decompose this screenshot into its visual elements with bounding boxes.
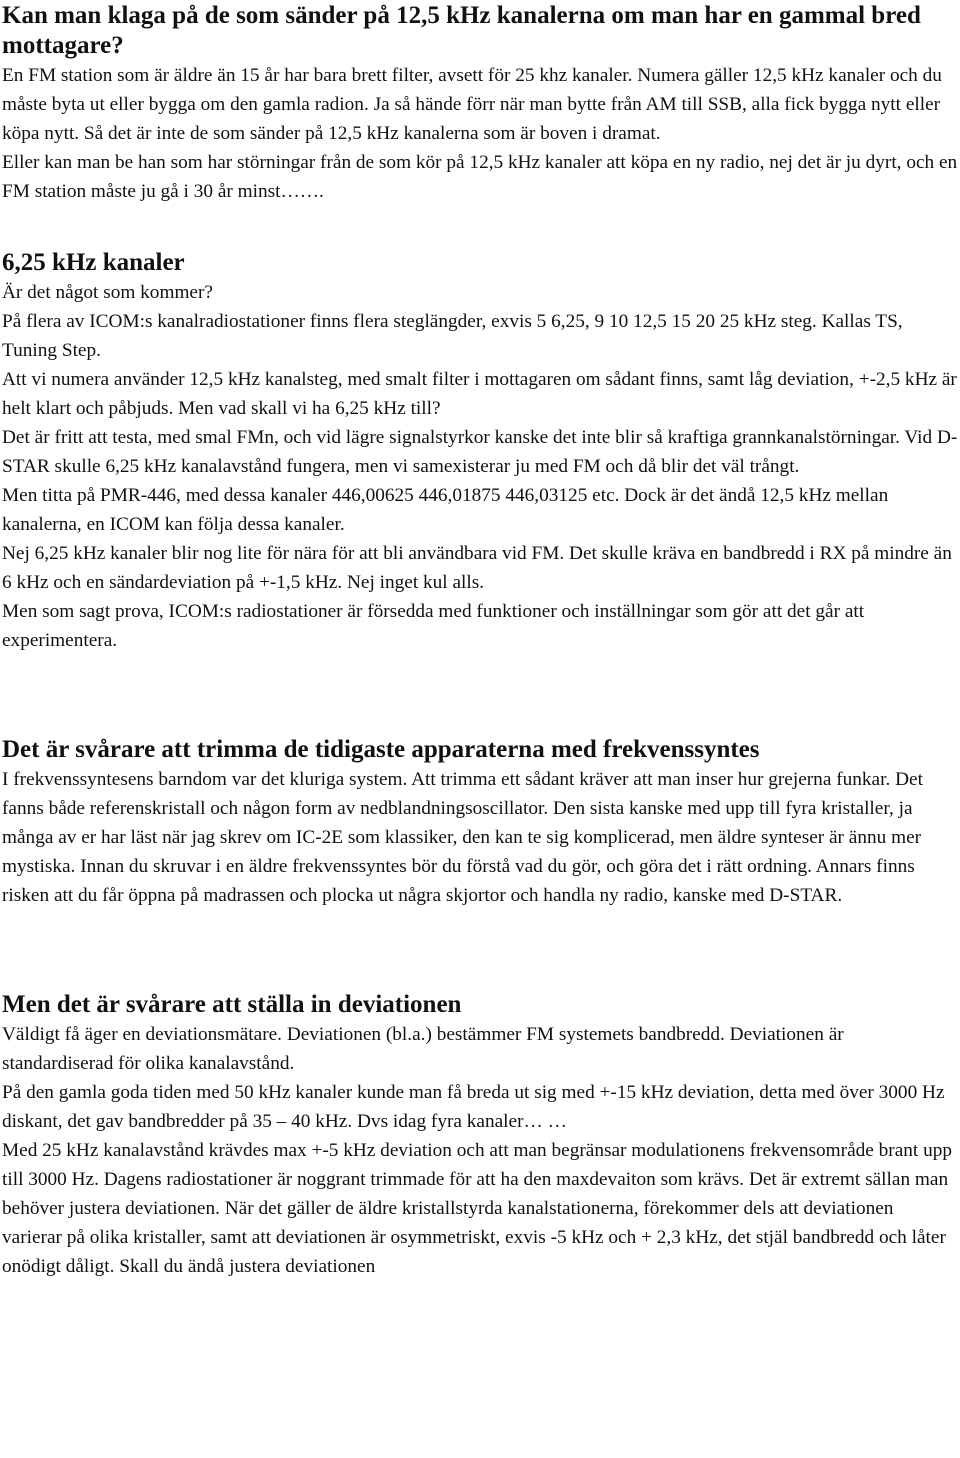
heading-old-receiver: Kan man klaga på de som sänder på 12,5 kHz kanalerna om man har en gammal bred mottagare? <box>2 2 921 59</box>
heading-625-channels: 6,25 kHz kanaler <box>2 249 185 276</box>
paragraph: Väldigt få äger en deviationsmätare. Deviationen (bl.a.) bestämmer FM systemets bandbredd. Deviationen är standardiserad för olika kanalavstånd. <box>2 1024 844 1074</box>
section-synthesizer-trim <box>2 735 958 910</box>
paragraph: Men som sagt prova, ICOM:s radiostationer är försedda med funktioner och inställningar som gör att det går att experimentera. <box>2 601 865 651</box>
paragraph: Nej 6,25 kHz kanaler blir nog lite för nära för att bli användbara vid FM. Det skulle kräva en bandbredd i RX på mindre än 6 kHz och en sändardeviation på +-1,5 kHz. Nej inget kul alls. <box>2 543 952 593</box>
paragraph: Det är fritt att testa, med smal FMn, och vid lägre signalstyrkor kanske det inte blir så kraftiga grannkanalstörningar. Vid D-STAR skulle 6,25 kHz kanalavstånd fungera, men vi samexisterar ju med FM och då blir det väl trångt. <box>2 427 958 477</box>
paragraph: Eller kan man be han som har störningar från de som kör på 12,5 kHz kanaler att köpa en ny radio, nej det är ju dyrt, och en FM station måste ju gå i 30 år minst……. <box>2 152 958 202</box>
section-old-receiver <box>2 0 958 206</box>
paragraph: På den gamla goda tiden med 50 kHz kanaler kunde man få breda ut sig med +-15 kHz deviation, detta med över 3000 Hz diskant, det gav bandbredder på 35 – 40 kHz. Dvs idag fyra kanaler… … <box>2 1082 945 1132</box>
paragraph: Att vi numera använder 12,5 kHz kanalsteg, med smalt filter i mottagaren om sådant finns, samt låg deviation, +-2,5 kHz är helt klart och påbjuds. Men vad skall vi ha 6,25 kHz till? <box>2 369 957 419</box>
paragraph: Men titta på PMR-446, med dessa kanaler 446,00625 446,01875 446,03125 etc. Dock är det ändå 12,5 kHz mellan kanalerna, en ICOM kan följa dessa kanaler. <box>2 485 889 535</box>
section-625-channels <box>2 248 958 655</box>
paragraph: I frekvenssyntesens barndom var det kluriga system. Att trimma ett sådant kräver att man inser hur grejerna funkar. Det fanns både referenskristall och någon form av nedblandningsoscillator. Den sista kanske med upp till fyra kristaller, ja många av er har läst när jag skrev om IC-2E som klassiker, den kan te sig komplicerad, men äldre synteser är ännu mer mystiska. Innan du skruvar i en äldre frekvenssyntes bör du förstå vad du gör, och göra det i rätt ordning. Annars finns risken att du får öppna på madrassen och plocka ut några skjortor och handla ny radio, kanske med D-STAR. <box>2 769 923 906</box>
paragraph: Med 25 kHz kanalavstånd krävdes max +-5 kHz deviation och att man begränsar modulationens frekvensområde brant upp till 3000 Hz. Dagens radiostationer är noggrant trimmade för att ha den maxdevaiton som krävs. Det är extremt sällan man behöver justera deviationen. När det gäller de äldre kristallstyrda kanalstationerna, förekommer dels att deviationen varierar på olika kristaller, samt att deviationen är osymmetriskt, exvis -5 kHz och + 2,3 kHz, det stjäl bandbredd och låter onödigt dåligt. Skall du ändå justera deviationen <box>2 1140 953 1277</box>
paragraph: På flera av ICOM:s kanalradiostationer finns flera steglängder, exvis 5 6,25, 9 10 12,5 15 20 25 kHz steg. Kallas TS, Tuning Step. <box>2 311 903 361</box>
heading-deviation: Men det är svårare att ställa in deviationen <box>2 991 462 1018</box>
paragraph: Är det något som kommer? <box>2 282 213 303</box>
paragraph: En FM station som är äldre än 15 år har bara brett filter, avsett för 25 khz kanaler. Numera gäller 12,5 kHz kanaler och du måste byta ut eller bygga om den gamla radion. Ja så hände förr när man bytte från AM till SSB, alla fick bygga nytt eller köpa nytt. Så det är inte de som sänder på 12,5 kHz kanalerna som är boven i dramat. <box>2 65 942 144</box>
heading-synthesizer-trim: Det är svårare att trimma de tidigaste apparaterna med frekvenssyntes <box>2 736 760 763</box>
section-deviation <box>2 990 958 1281</box>
